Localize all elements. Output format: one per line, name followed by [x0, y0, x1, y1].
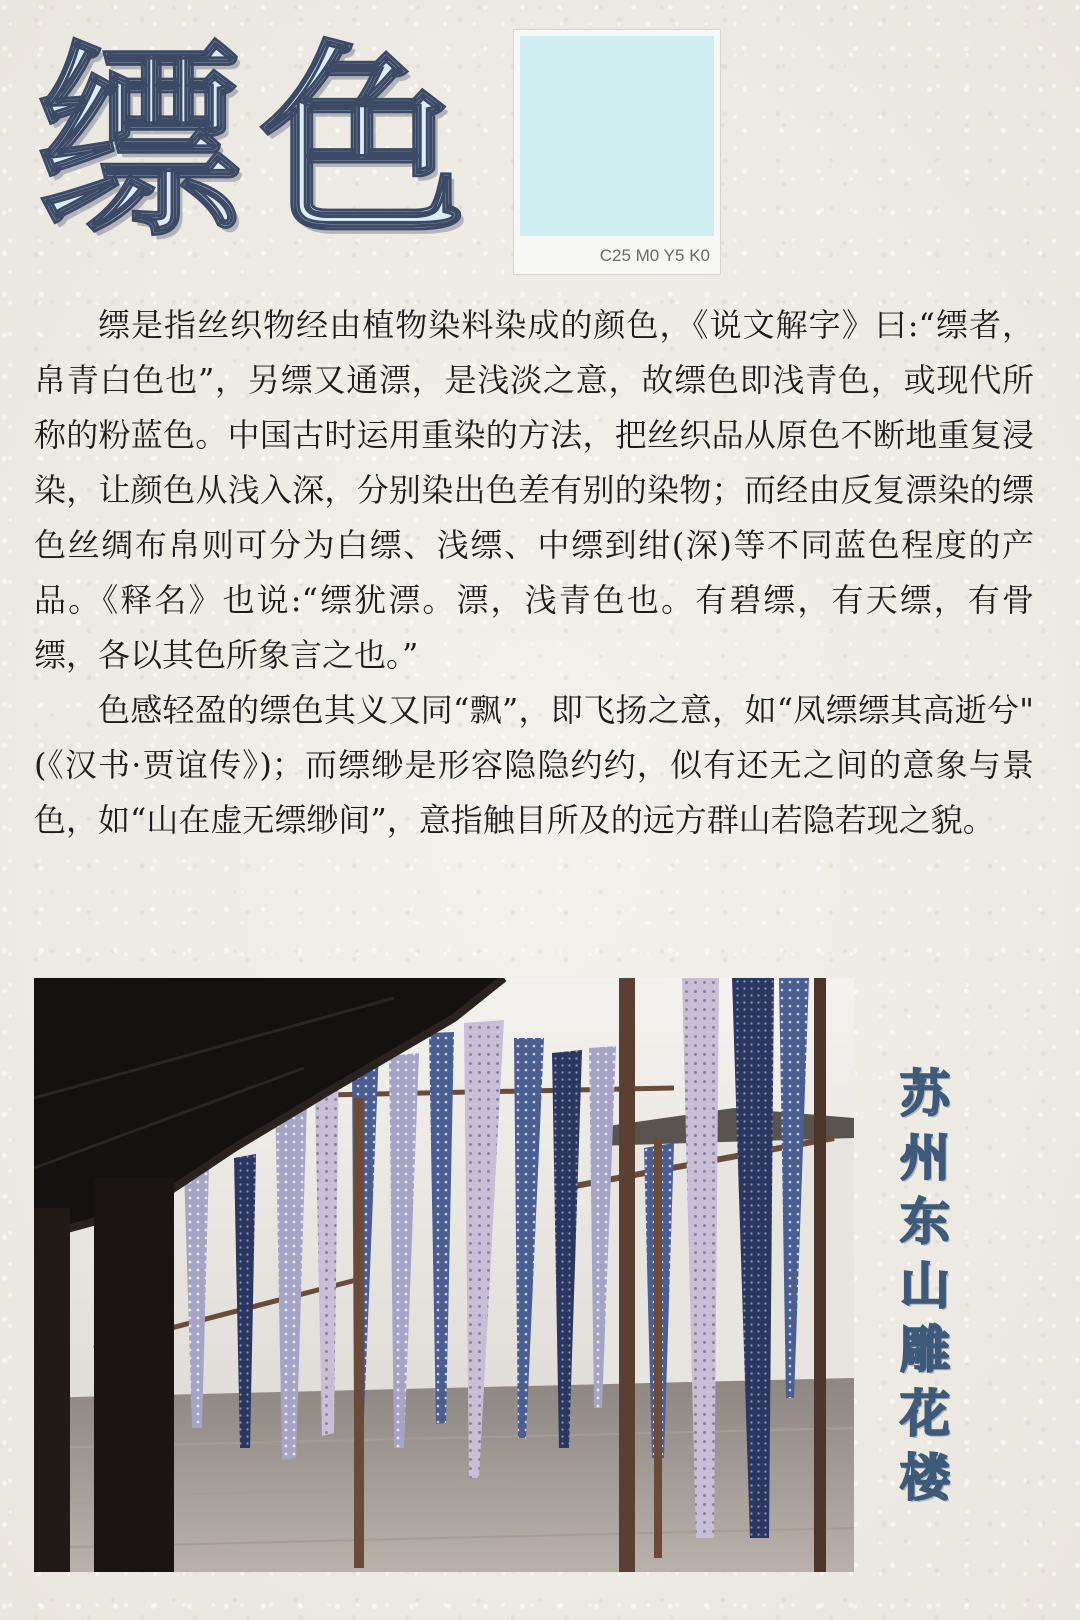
title-char-1: 缥 — [36, 22, 243, 264]
caption-char: 雕 — [900, 1321, 950, 1379]
color-swatch — [520, 36, 714, 236]
title-char-2: 色 — [260, 22, 467, 264]
article-body — [34, 298, 1034, 848]
color-swatch-card — [514, 30, 720, 274]
caption-char: 楼 — [900, 1449, 950, 1507]
cmyk-label: C25 M0 Y5 K0 — [599, 246, 710, 265]
paragraph-2: 色感轻盈的缥色其义又同“飘”，即飞扬之意，如“凤缥缥其高逝兮"(《汉书·贾谊传》)；而缥缈是形容隐隐约约，似有还无之间的意象与景色，如“山在虚无缥缈间”，意指触目所及的远方群山若隐若现之貌。 — [34, 691, 1034, 839]
dyed-cloth-photo — [34, 978, 854, 1572]
caption-char: 东 — [900, 1193, 950, 1251]
paragraph-1: 缥是指丝织物经由植物染料染成的颜色，《说文解字》曰:“缥者，帛青白色也”，另缥又通漂，是浅淡之意，故缥色即浅青色，或现代所称的粉蓝色。中国古时运用重染的方法，把丝织品从原色不断地重复浸染，让颜色从浅入深，分别染出色差有别的染物；而经由反复漂染的缥色丝绸布帛则可分为白缥、浅缥、中缥到绀(深)等不同蓝色程度的产品。《释名》也说:“缥犹漂。漂，浅青色也。有碧缥，有天缥，有骨缥，各以其色所象言之也。” — [34, 306, 1034, 674]
caption-char: 山 — [900, 1257, 950, 1315]
page-title — [36, 22, 467, 264]
caption-char: 苏 — [900, 1065, 950, 1123]
photo-caption — [890, 1062, 960, 1510]
caption-char: 州 — [900, 1129, 950, 1187]
caption-char: 花 — [900, 1385, 950, 1443]
